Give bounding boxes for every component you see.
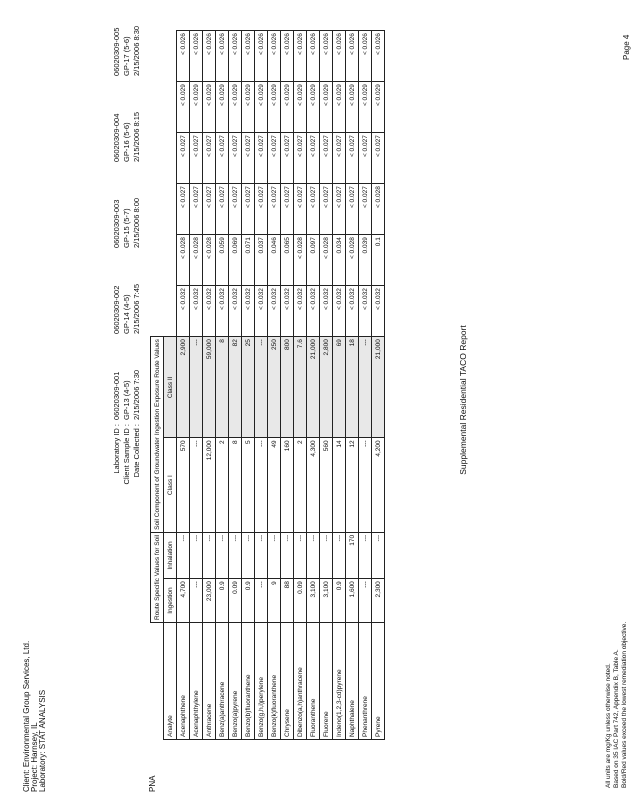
ingestion-value: 9 xyxy=(268,579,281,623)
sample-result: < 0.026 xyxy=(242,31,255,82)
sample-result: < 0.029 xyxy=(359,82,372,133)
analyte-name: Naphthalene xyxy=(346,623,359,740)
footnote: All units are mg/Kg unless otherwise noted. xyxy=(605,663,612,788)
class-ii-value: 2,900 xyxy=(177,337,190,438)
analyte-name: Acenaphthene xyxy=(177,623,190,740)
sample-result: < 0.032 xyxy=(255,286,268,337)
sample-lab-id-row xyxy=(112,0,122,504)
class-i-value: 12,000 xyxy=(203,438,216,532)
class-i-value: 160 xyxy=(281,438,294,532)
table-body xyxy=(177,31,385,740)
sample-result: < 0.026 xyxy=(294,31,307,82)
sample-result: < 0.027 xyxy=(359,133,372,184)
class-i-value: 14 xyxy=(333,438,346,532)
sample-result: < 0.027 xyxy=(320,133,333,184)
class-i-value: 2 xyxy=(216,438,229,532)
sample-result: < 0.027 xyxy=(333,133,346,184)
class-ii-value: 800 xyxy=(281,337,294,438)
report-title: Supplemental Residential TACO Report xyxy=(458,325,468,475)
sample-result: < 0.027 xyxy=(320,184,333,235)
analyte-header: Analyte xyxy=(164,623,177,740)
sample-result: < 0.032 xyxy=(307,286,320,337)
sample-result: < 0.029 xyxy=(294,82,307,133)
sample-result: < 0.032 xyxy=(229,286,242,337)
table-row xyxy=(372,31,385,740)
sample-result: < 0.028 xyxy=(177,235,190,286)
sample-result: < 0.032 xyxy=(372,286,385,337)
client-id-label: Client Sample ID : xyxy=(122,424,131,485)
sample-result: < 0.026 xyxy=(190,31,203,82)
class-i-value: 4,200 xyxy=(372,438,385,532)
ingestion-value: 0.9 xyxy=(333,579,346,623)
sample-result: < 0.026 xyxy=(281,31,294,82)
class-i-value: --- xyxy=(255,438,268,532)
client-sample-id: GP-13 (4-5) xyxy=(122,380,131,420)
client-sample-id: GP-16 (5-6) xyxy=(122,122,131,162)
sample-result: < 0.027 xyxy=(372,133,385,184)
analyte-name: Indeno(1,2,3-cd)pyrene xyxy=(333,623,346,740)
table-column-header-row xyxy=(164,31,177,740)
sample-result: < 0.029 xyxy=(190,82,203,133)
sample-result: < 0.032 xyxy=(346,286,359,337)
class-ii-value: 21,000 xyxy=(372,337,385,438)
inhalation-value: --- xyxy=(190,532,203,578)
ingestion-value: 3,100 xyxy=(307,579,320,623)
sample-result: < 0.027 xyxy=(281,133,294,184)
table-row xyxy=(333,31,346,740)
inhalation-value: 170 xyxy=(346,532,359,578)
class-ii-value: 18 xyxy=(346,337,359,438)
sample-result: < 0.029 xyxy=(320,82,333,133)
inhalation-value: --- xyxy=(203,532,216,578)
table-row xyxy=(255,31,268,740)
sample-result: < 0.028 xyxy=(346,235,359,286)
sample-result: < 0.027 xyxy=(229,133,242,184)
sample-result: 0.071 xyxy=(242,235,255,286)
sample-result: < 0.026 xyxy=(255,31,268,82)
class-ii-value: 82 xyxy=(229,337,242,438)
lab-id: 06020309-005 xyxy=(112,27,121,76)
ingestion-value: --- xyxy=(190,579,203,623)
sample-result: < 0.026 xyxy=(268,31,281,82)
class-ii-value: --- xyxy=(359,337,372,438)
sample-result: < 0.032 xyxy=(242,286,255,337)
date-collected: 2/15/2006 7:45 xyxy=(132,283,141,334)
inhalation-value: --- xyxy=(242,532,255,578)
sample-result: < 0.032 xyxy=(359,286,372,337)
analyte-name: Acenaphthylene xyxy=(190,623,203,740)
analyte-name: Dibenzo(a,h)anthracene xyxy=(294,623,307,740)
sample-result: < 0.032 xyxy=(281,286,294,337)
table-row xyxy=(307,31,320,740)
sample-result: < 0.029 xyxy=(203,82,216,133)
sample-result: < 0.027 xyxy=(268,133,281,184)
ingestion-value: --- xyxy=(359,579,372,623)
sample-result: < 0.027 xyxy=(177,133,190,184)
sample-result: < 0.029 xyxy=(255,82,268,133)
sample-result: < 0.032 xyxy=(177,286,190,337)
ingestion-value: 23,000 xyxy=(203,579,216,623)
ingestion-value: --- xyxy=(255,579,268,623)
sample-result: < 0.032 xyxy=(320,286,333,337)
ingestion-value: 0.9 xyxy=(216,579,229,623)
sample-result: 0.097 xyxy=(307,235,320,286)
date-collected: 2/15/2006 8:15 xyxy=(132,111,141,162)
inhalation-value: --- xyxy=(177,532,190,578)
sample-result: < 0.027 xyxy=(190,184,203,235)
sample-result: < 0.029 xyxy=(229,82,242,133)
footnote: Bold/Red values exceed the lowest remediation objective. xyxy=(621,621,628,788)
project-line: Project: Harnsey, IL xyxy=(30,722,39,792)
table-row xyxy=(177,31,190,740)
inhalation-value: --- xyxy=(229,532,242,578)
sample-result: < 0.029 xyxy=(346,82,359,133)
sample-result: < 0.027 xyxy=(216,133,229,184)
sample-result: < 0.027 xyxy=(255,133,268,184)
sample-result: < 0.027 xyxy=(359,184,372,235)
ingestion-value: 0.09 xyxy=(229,579,242,623)
sample-result: < 0.026 xyxy=(177,31,190,82)
sample-result: < 0.029 xyxy=(268,82,281,133)
date-collected-label: Date Collected : xyxy=(132,424,141,478)
table-row xyxy=(229,31,242,740)
class-i-value: 4,300 xyxy=(307,438,320,532)
class-i-value: 560 xyxy=(320,438,333,532)
groundwater-ingestion-header: Soil Component of Groundwater Ingestion Exposure Route Values xyxy=(151,337,164,533)
sample-result: < 0.026 xyxy=(203,31,216,82)
class-ii-value: 59,000 xyxy=(203,337,216,438)
sample-result: < 0.028 xyxy=(372,184,385,235)
inhalation-value: --- xyxy=(359,532,372,578)
table-row xyxy=(346,31,359,740)
ingestion-value: 0.9 xyxy=(242,579,255,623)
class-ii-value: 250 xyxy=(268,337,281,438)
client-sample-id: GP-15 (5-7) xyxy=(122,208,131,248)
sample-result: 0.059 xyxy=(216,235,229,286)
results-table xyxy=(150,30,385,740)
client-sample-id: GP-17 (5-6) xyxy=(122,36,131,76)
lab-id: 06020309-004 xyxy=(112,113,121,162)
sample-result: < 0.026 xyxy=(372,31,385,82)
lab-id-label: Laboratory ID : xyxy=(112,424,121,474)
sample-result: < 0.029 xyxy=(333,82,346,133)
sample-result: < 0.027 xyxy=(190,133,203,184)
class-ii-value: --- xyxy=(255,337,268,438)
class-ii-value: 7.6 xyxy=(294,337,307,438)
sample-result: < 0.032 xyxy=(203,286,216,337)
sample-result: < 0.027 xyxy=(203,133,216,184)
sample-result: < 0.027 xyxy=(203,184,216,235)
lab-id: 06020309-001 xyxy=(112,371,121,420)
lab-id: 06020309-002 xyxy=(112,285,121,334)
client-sample-id: GP-14 (4-5) xyxy=(122,294,131,334)
sample-result: 0.039 xyxy=(359,235,372,286)
inhalation-value: --- xyxy=(216,532,229,578)
analyte-name: Fluoranthene xyxy=(307,623,320,740)
class-ii-value: 21,000 xyxy=(307,337,320,438)
ingestion-value: 2,300 xyxy=(372,579,385,623)
sample-result: < 0.026 xyxy=(307,31,320,82)
sample-result: < 0.026 xyxy=(320,31,333,82)
sample-result: < 0.027 xyxy=(294,133,307,184)
class-i-value: 5 xyxy=(242,438,255,532)
footnote: Based on 35 IAC Part 742, Appendix B, Table A. xyxy=(613,649,620,788)
class-ii-value: 25 xyxy=(242,337,255,438)
inhalation-value: --- xyxy=(268,532,281,578)
sample-result: < 0.026 xyxy=(216,31,229,82)
sample-result: < 0.029 xyxy=(281,82,294,133)
class-i-value: 570 xyxy=(177,438,190,532)
inhalation-value: --- xyxy=(307,532,320,578)
date-collected: 2/15/2006 7:30 xyxy=(132,369,141,420)
sample-result: < 0.027 xyxy=(346,184,359,235)
page-number: Page 4 xyxy=(622,34,631,60)
class-i-value: --- xyxy=(359,438,372,532)
sample-result: < 0.026 xyxy=(229,31,242,82)
route-specific-header: Route Specific Values for Soil xyxy=(151,532,164,622)
sample-result: < 0.027 xyxy=(268,184,281,235)
class-ii-value: --- xyxy=(190,337,203,438)
sample-result: < 0.027 xyxy=(307,184,320,235)
sample-result: < 0.029 xyxy=(177,82,190,133)
sample-result: < 0.027 xyxy=(242,133,255,184)
sample-result: 0.1 xyxy=(372,235,385,286)
table-row xyxy=(281,31,294,740)
ingestion-value: 4,700 xyxy=(177,579,190,623)
table-group-header-row xyxy=(151,31,164,740)
class-ii-header: Class II xyxy=(164,337,177,438)
sample-date-row xyxy=(132,0,142,504)
ingestion-value: 1,600 xyxy=(346,579,359,623)
sample-result: < 0.027 xyxy=(333,184,346,235)
inhalation-value: --- xyxy=(281,532,294,578)
table-row xyxy=(294,31,307,740)
analyte-name: Chrysene xyxy=(281,623,294,740)
sample-info-block xyxy=(112,0,142,504)
sample-result: < 0.026 xyxy=(333,31,346,82)
class-i-value: 2 xyxy=(294,438,307,532)
table-row xyxy=(216,31,229,740)
table-row xyxy=(190,31,203,740)
sample-result: < 0.032 xyxy=(294,286,307,337)
inhalation-header: Inhalation xyxy=(164,532,177,578)
table-row xyxy=(320,31,333,740)
class-i-value: 8 xyxy=(229,438,242,532)
sample-result: 0.046 xyxy=(268,235,281,286)
class-ii-value: 8 xyxy=(216,337,229,438)
sample-result: < 0.028 xyxy=(190,235,203,286)
analyte-name: Phenanthrene xyxy=(359,623,372,740)
sample-result: < 0.027 xyxy=(177,184,190,235)
table-row xyxy=(359,31,372,740)
sample-result: 0.069 xyxy=(229,235,242,286)
sample-result: < 0.027 xyxy=(307,133,320,184)
analyte-name: Benzo(g,h,i)perylene xyxy=(255,623,268,740)
sample-result: < 0.028 xyxy=(203,235,216,286)
analyte-name: Fluorene xyxy=(320,623,333,740)
table-row xyxy=(268,31,281,740)
laboratory-line: Laboratory: STAT ANALYSIS xyxy=(38,689,47,792)
sample-result: < 0.032 xyxy=(190,286,203,337)
inhalation-value: --- xyxy=(294,532,307,578)
sample-result: < 0.028 xyxy=(294,235,307,286)
inhalation-value: --- xyxy=(333,532,346,578)
analyte-name: Benzo(a)pyrene xyxy=(229,623,242,740)
ingestion-header: Ingestion xyxy=(164,579,177,623)
table-row xyxy=(203,31,216,740)
ingestion-value: 3,100 xyxy=(320,579,333,623)
analyte-name: Benz(a)anthracene xyxy=(216,623,229,740)
sample-result: < 0.027 xyxy=(216,184,229,235)
inhalation-value: --- xyxy=(320,532,333,578)
sample-result: < 0.032 xyxy=(333,286,346,337)
ingestion-value: 0.09 xyxy=(294,579,307,623)
sample-result: < 0.027 xyxy=(229,184,242,235)
analyte-name: Anthracene xyxy=(203,623,216,740)
date-collected: 2/15/2006 8:30 xyxy=(132,25,141,76)
class-ii-value: 69 xyxy=(333,337,346,438)
sample-result: < 0.027 xyxy=(294,184,307,235)
sample-result: 0.034 xyxy=(333,235,346,286)
section-label: PNA xyxy=(148,775,157,792)
sample-result: < 0.032 xyxy=(216,286,229,337)
class-i-header: Class I xyxy=(164,438,177,532)
sample-result: 0.065 xyxy=(281,235,294,286)
analyte-name: Benzo(k)fluoranthene xyxy=(268,623,281,740)
sample-result: < 0.027 xyxy=(281,184,294,235)
table-row xyxy=(242,31,255,740)
inhalation-value: --- xyxy=(372,532,385,578)
sample-result: < 0.029 xyxy=(307,82,320,133)
sample-result: 0.037 xyxy=(255,235,268,286)
sample-result: < 0.029 xyxy=(242,82,255,133)
class-i-value: 12 xyxy=(346,438,359,532)
inhalation-value: --- xyxy=(255,532,268,578)
sample-result: < 0.029 xyxy=(372,82,385,133)
sample-result: < 0.029 xyxy=(216,82,229,133)
class-i-value: 49 xyxy=(268,438,281,532)
analyte-name: Benzo(b)fluoranthene xyxy=(242,623,255,740)
client-line: Client: Environmental Group Services, Ltd. xyxy=(22,640,31,792)
class-ii-value: 2,800 xyxy=(320,337,333,438)
sample-client-id-row xyxy=(122,0,132,504)
sample-result: < 0.027 xyxy=(242,184,255,235)
lab-id: 06020309-003 xyxy=(112,199,121,248)
sample-result: < 0.027 xyxy=(346,133,359,184)
sample-result: < 0.027 xyxy=(255,184,268,235)
date-collected: 2/15/2006 8:00 xyxy=(132,197,141,248)
sample-result: < 0.032 xyxy=(268,286,281,337)
sample-result: < 0.028 xyxy=(320,235,333,286)
analyte-name: Pyrene xyxy=(372,623,385,740)
sample-result: < 0.026 xyxy=(359,31,372,82)
sample-result: < 0.026 xyxy=(346,31,359,82)
ingestion-value: 88 xyxy=(281,579,294,623)
class-i-value: --- xyxy=(190,438,203,532)
